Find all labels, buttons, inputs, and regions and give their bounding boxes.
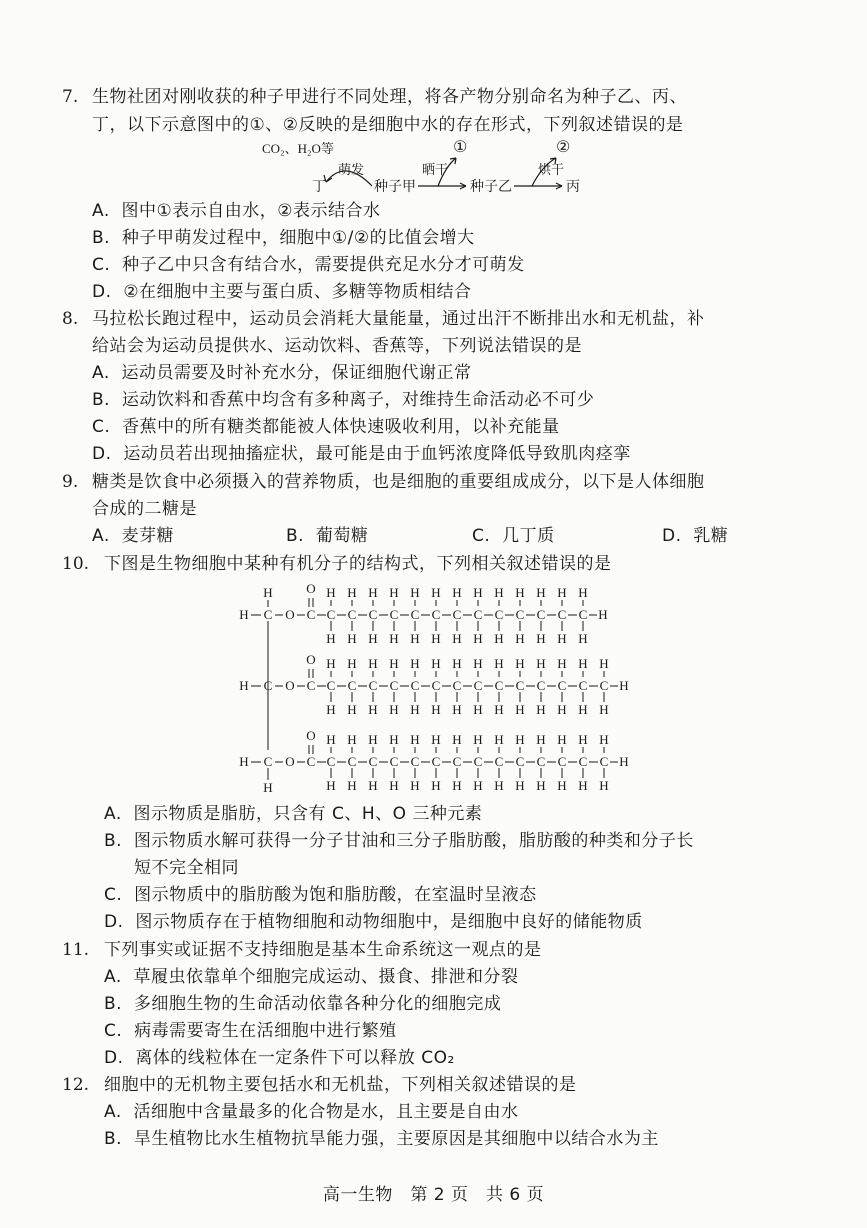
diagram-arrow2-label: 晒干 — [422, 162, 449, 177]
structure-atom-label: H — [578, 732, 588, 747]
q10-option-c: C. 图示物质中的脂肪酸为饱和脂肪酸，在室温时呈液态 — [104, 885, 537, 905]
structure-atom-label: H — [347, 656, 357, 671]
structure-atom-label: C — [389, 678, 399, 693]
diagram-arrow3-label: 烘干 — [538, 162, 565, 177]
structure-atom-label: C — [494, 754, 504, 769]
q11-number: 11. — [62, 940, 90, 960]
structure-atom-label: C — [494, 607, 504, 622]
structure-atom-label: H — [410, 631, 420, 646]
structure-atom-label: C — [515, 754, 525, 769]
structure-atom-label: H — [473, 702, 483, 717]
q9-stem-line1: 糖类是饮食中必须摄入的营养物质，也是细胞的重要组成成分，以下是人体细胞 — [92, 472, 705, 492]
q7-option-a: A. 图中①表示自由水，②表示结合水 — [92, 201, 381, 221]
structure-atom-label: H — [368, 656, 378, 671]
structure-atom-label: O — [285, 754, 295, 769]
structure-atom-label: C — [347, 678, 357, 693]
structure-atom-label: H — [515, 702, 525, 717]
q7-number: 7. — [62, 87, 79, 107]
structure-atom-label: C — [263, 607, 273, 622]
structure-atom-label: C — [368, 754, 378, 769]
structure-atom-label: C — [306, 754, 316, 769]
structure-atom-label: H — [410, 732, 420, 747]
structure-atom-label: H — [431, 702, 441, 717]
q12-number: 12. — [62, 1075, 90, 1095]
q7-stem-line2: 丁，以下示意图中的①、②反映的是细胞中水的存在形式，下列叙述错误的是 — [92, 115, 684, 135]
q8-number: 8. — [62, 309, 79, 329]
q9-option-d: D. 乳糖 — [662, 526, 729, 546]
structure-atom-label: H — [431, 656, 441, 671]
structure-atom-label: H — [326, 656, 336, 671]
structure-atom-label: O — [306, 652, 316, 667]
structure-atom-label: H — [452, 585, 462, 600]
structure-atom-label: H — [452, 656, 462, 671]
structure-atom-label: H — [326, 631, 336, 646]
structure-atom-label: C — [389, 607, 399, 622]
structure-atom-label: C — [452, 678, 462, 693]
q10-option-a: A. 图示物质是脂肪，只含有 C、H、O 三种元素 — [104, 804, 483, 824]
diagram-circle2: ② — [556, 139, 571, 156]
structure-atom-label: C — [452, 754, 462, 769]
structure-atom-label: H — [389, 702, 399, 717]
structure-atom-label: C — [515, 678, 525, 693]
q7-option-d: D. ②在细胞中主要与蛋白质、多糖等物质相结合 — [92, 282, 472, 302]
q9-option-c: C. 几丁质 — [472, 526, 555, 546]
structure-atom-label: H — [431, 585, 441, 600]
structure-atom-label: C — [536, 678, 546, 693]
q11-option-b: B. 多细胞生物的生命活动依靠各种分化的细胞完成 — [104, 994, 502, 1014]
structure-atom-label: C — [431, 607, 441, 622]
structure-atom-label: H — [515, 778, 525, 793]
structure-atom-label: H — [347, 702, 357, 717]
structure-atom-label: H — [557, 585, 567, 600]
q8-option-d: D. 运动员若出现抽搐症状，最可能是由于血钙浓度降低导致肌肉痉挛 — [92, 444, 631, 464]
q8-stem-line2: 给站会为运动员提供水、运动饮料、香蕉等，下列说法错误的是 — [92, 336, 582, 356]
structure-atom-label: H — [389, 778, 399, 793]
q10-option-b: B. 图示物质水解可获得一分子甘油和三分子脂肪酸，脂肪酸的种类和分子长 — [104, 831, 694, 851]
q11-option-c: C. 病毒需要寄生在活细胞中进行繁殖 — [104, 1021, 397, 1041]
structure-atom-label: C — [557, 678, 567, 693]
structure-atom-label: C — [473, 607, 483, 622]
q12-option-b: B. 旱生植物比水生植物抗旱能力强，主要原因是其细胞中以结合水为主 — [104, 1129, 659, 1149]
structure-atom-label: H — [578, 702, 588, 717]
structure-atom-label: H — [368, 585, 378, 600]
structure-atom-label: H — [347, 631, 357, 646]
structure-atom-label: H — [557, 656, 567, 671]
structure-atom-label: H — [452, 702, 462, 717]
structure-atom-label: C — [515, 607, 525, 622]
q11-stem-line1: 下列事实或证据不支持细胞是基本生命系统这一观点的是 — [104, 940, 542, 960]
structure-atom-label: C — [410, 607, 420, 622]
page-footer: 高一生物 第 2 页 共 6 页 — [322, 1185, 545, 1205]
structure-atom-label: C — [347, 607, 357, 622]
q8-option-a: A. 运动员需要及时补充水分，保证细胞代谢正常 — [92, 363, 472, 383]
structure-atom-label: C — [368, 678, 378, 693]
structure-atom-label: H — [578, 585, 588, 600]
structure-atom-label: H — [368, 732, 378, 747]
diagram-node-yi: 种子乙 — [470, 180, 512, 195]
structure-atom-label: H — [452, 631, 462, 646]
structure-atom-label: H — [536, 778, 546, 793]
q9-stem-line2: 合成的二糖是 — [92, 499, 197, 519]
diagram-circle1: ① — [453, 139, 468, 156]
structure-atom-label: H — [326, 585, 336, 600]
structure-atom-label: C — [599, 754, 609, 769]
structure-atom-label: O — [306, 728, 316, 743]
structure-atom-label: H — [326, 702, 336, 717]
q9-option-a: A. 麦芽糖 — [92, 526, 175, 546]
structure-atom-label: H — [578, 778, 588, 793]
q8-option-c: C. 香蕉中的所有糖类都能被人体快速吸收利用，以补充能量 — [92, 417, 560, 437]
q12-stem-line1: 细胞中的无机物主要包括水和无机盐，下列相关叙述错误的是 — [104, 1075, 577, 1095]
structure-atom-label: C — [326, 607, 336, 622]
structure-atom-label: H — [263, 585, 273, 600]
structure-atom-label: H — [326, 778, 336, 793]
q12-option-a: A. 活细胞中含量最多的化合物是水，且主要是自由水 — [104, 1102, 519, 1122]
structure-atom-label: H — [452, 732, 462, 747]
q10-stem-line1: 下图是生物细胞中某种有机分子的结构式，下列相关叙述错误的是 — [104, 554, 612, 574]
q11-option-d: D. 离体的线粒体在一定条件下可以释放 CO₂ — [104, 1048, 455, 1068]
structure-atom-label: H — [473, 585, 483, 600]
structure-atom-label: H — [515, 631, 525, 646]
structure-atom-label: H — [494, 656, 504, 671]
diagram-arrow1-label: 萌发 — [338, 162, 365, 177]
q7-option-c: C. 种子乙中只含有结合水，需要提供充足水分才可萌发 — [92, 255, 525, 275]
structure-atom-label: H — [263, 780, 273, 795]
q7-option-b: B. 种子甲萌发过程中，细胞中①/②的比值会增大 — [92, 228, 475, 248]
structure-atom-label: C — [410, 754, 420, 769]
structure-atom-label: H — [494, 585, 504, 600]
q7-stem-line1: 生物社团对刚收获的种子甲进行不同处理，将各产物分别命名为种子乙、丙、 — [92, 87, 687, 107]
structure-atom-label: C — [306, 607, 316, 622]
structure-atom-label: H — [578, 656, 588, 671]
structure-atom-label: H — [557, 631, 567, 646]
diagram-node-bing: 丙 — [566, 180, 580, 195]
structure-atom-label: H — [557, 702, 567, 717]
structure-atom-label: C — [431, 754, 441, 769]
structure-atom-label: H — [239, 607, 249, 622]
structure-atom-label: H — [410, 778, 420, 793]
structure-atom-label: H — [557, 778, 567, 793]
structure-atom-label: C — [578, 678, 588, 693]
structure-atom-label: H — [494, 778, 504, 793]
structure-atom-label: H — [368, 702, 378, 717]
structure-atom-label: H — [578, 631, 588, 646]
structure-atom-label: O — [306, 581, 316, 596]
q9-option-b: B. 葡萄糖 — [286, 526, 369, 546]
structure-atom-label: C — [494, 678, 504, 693]
structure-atom-label: H — [515, 656, 525, 671]
diagram-top-label: CO₂、H₂O等 — [262, 141, 334, 156]
structure-atom-label: H — [473, 656, 483, 671]
triglyceride-structure-diagram — [0, 575, 867, 810]
diagram-node-jia: 种子甲 — [374, 180, 416, 195]
structure-atom-label: H — [473, 778, 483, 793]
water-form-diagram — [0, 136, 867, 196]
structure-atom-label: H — [557, 732, 567, 747]
structure-atom-label: H — [326, 732, 336, 747]
structure-atom-label: H — [599, 656, 609, 671]
structure-atom-label: C — [578, 607, 588, 622]
structure-atom-label: H — [347, 732, 357, 747]
structure-atom-label: H — [494, 702, 504, 717]
structure-atom-label: C — [347, 754, 357, 769]
structure-atom-label: C — [473, 678, 483, 693]
structure-atom-label: C — [389, 754, 399, 769]
structure-atom-label: C — [326, 678, 336, 693]
structure-atom-label: H — [619, 678, 629, 693]
structure-atom-label: H — [473, 732, 483, 747]
structure-atom-label: H — [347, 585, 357, 600]
structure-atom-label: H — [473, 631, 483, 646]
structure-atom-label: H — [389, 585, 399, 600]
structure-atom-label: H — [536, 656, 546, 671]
structure-atom-label: C — [410, 678, 420, 693]
structure-atom-label: C — [263, 754, 273, 769]
q10-option-b-cont: 短不完全相同 — [134, 858, 239, 878]
structure-atom-label: C — [431, 678, 441, 693]
structure-atom-label: H — [494, 732, 504, 747]
q9-number: 9. — [62, 472, 79, 492]
structure-atom-label: H — [431, 732, 441, 747]
structure-atom-label: H — [619, 754, 629, 769]
structure-atom-label: C — [578, 754, 588, 769]
structure-atom-label: H — [452, 778, 462, 793]
structure-atom-label: C — [263, 678, 273, 693]
structure-atom-label: H — [368, 778, 378, 793]
structure-atom-label: H — [389, 631, 399, 646]
structure-atom-label: H — [389, 732, 399, 747]
structure-atom-label: C — [599, 678, 609, 693]
structure-atom-label: C — [557, 754, 567, 769]
structure-atom-label: H — [599, 732, 609, 747]
structure-atom-label: H — [494, 631, 504, 646]
structure-atom-label: C — [306, 678, 316, 693]
structure-atom-label: H — [515, 585, 525, 600]
structure-atom-label: O — [285, 678, 295, 693]
structure-atom-label: H — [598, 607, 608, 622]
structure-atom-label: C — [326, 754, 336, 769]
q11-option-a: A. 草履虫依靠单个细胞完成运动、摄食、排泄和分裂 — [104, 967, 519, 987]
q10-option-d: D. 图示物质存在于植物细胞和动物细胞中，是细胞中良好的储能物质 — [104, 912, 643, 932]
structure-atom-label: H — [410, 585, 420, 600]
structure-atom-label: O — [285, 607, 295, 622]
structure-atom-label: H — [389, 656, 399, 671]
diagram-node-ding: 丁 — [312, 180, 326, 195]
structure-atom-label: C — [557, 607, 567, 622]
structure-atom-label: H — [599, 702, 609, 717]
structure-atom-label: H — [239, 678, 249, 693]
structure-atom-label: H — [536, 732, 546, 747]
structure-atom-label: H — [410, 656, 420, 671]
structure-atom-label: C — [368, 607, 378, 622]
structure-atom-label: H — [536, 702, 546, 717]
structure-atom-label: H — [536, 631, 546, 646]
structure-atom-label: C — [536, 754, 546, 769]
structure-atom-label: H — [599, 778, 609, 793]
structure-atom-label: H — [239, 754, 249, 769]
structure-atom-label: H — [536, 585, 546, 600]
structure-atom-label: H — [431, 631, 441, 646]
structure-atom-label: C — [452, 607, 462, 622]
q8-stem-line1: 马拉松长跑过程中，运动员会消耗大量能量，通过出汗不断排出水和无机盐，补 — [92, 309, 705, 329]
structure-atom-label: H — [347, 778, 357, 793]
structure-atom-label: H — [431, 778, 441, 793]
q8-option-b: B. 运动饮料和香蕉中均含有多种离子，对维持生命活动必不可少 — [92, 390, 595, 410]
structure-atom-label: H — [368, 631, 378, 646]
structure-atom-label: H — [515, 732, 525, 747]
structure-atom-label: H — [410, 702, 420, 717]
structure-atom-label: C — [473, 754, 483, 769]
structure-atom-label: C — [536, 607, 546, 622]
q10-number: 10. — [62, 554, 90, 574]
